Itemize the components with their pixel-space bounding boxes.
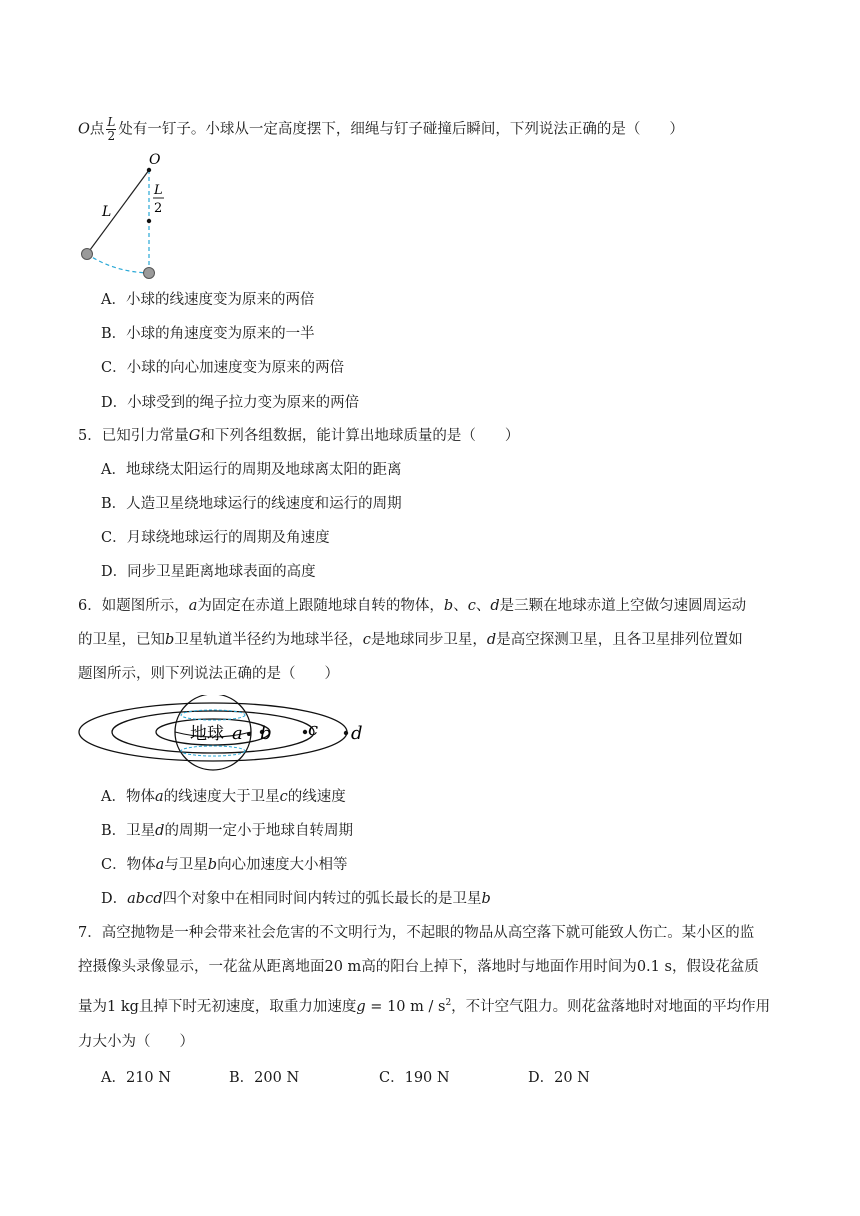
q7-stem-line-2: 控摄像头录像显示，一花盆从距离地面20 m高的阳台上掉下，落地时与地面作用时间为0.1 s，假设花盆质: [78, 959, 759, 975]
object-a-dot: [247, 732, 251, 736]
nail-point: [147, 219, 151, 223]
q4-option-b: B．小球的角速度变为原来的一半: [101, 326, 315, 342]
q5-option-b: B．人造卫星绕地球运行的线速度和运行的周期: [101, 496, 402, 512]
pendulum-figure: [74, 150, 184, 285]
q7-option-b: B．200 N: [229, 1070, 300, 1086]
ball-start: [82, 249, 93, 260]
orbit-figure: [76, 695, 376, 775]
q5-stem: 5．已知引力常量G和下列各组数据，能计算出地球质量的是（ ）: [78, 428, 520, 444]
q7-stem-line-1: 7．高空抛物是一种会带来社会危害的不文明行为，不起眼的物品从高空落下就可能致人伤亡。某小区的监: [78, 925, 755, 941]
satellite-d-dot: [344, 731, 348, 735]
q6-option-a: A．物体a的线速度大于卫星c的线速度: [101, 789, 346, 805]
q6-stem-line-1: 6．如题图所示，a为固定在赤道上跟随地球自转的物体，b、c、d是三颗在地球赤道上空做匀速圆周运动: [78, 598, 747, 614]
fig-label-l: L: [102, 204, 112, 220]
pivot-point: [147, 168, 151, 172]
string-line: [87, 170, 149, 254]
q4-intro: O点 $\frac{L}{2}$ 处有一钉子。小球从一定高度摆下，细绳与钉子碰撞后瞬间，下列说法正确的是（ ）: [78, 115, 684, 143]
latitude-bottom: [181, 746, 245, 756]
q4-option-a: A．小球的线速度变为原来的两倍: [101, 292, 315, 308]
fig-label-o: O: [149, 152, 161, 168]
fig-frac-num: L: [154, 183, 163, 198]
q7-option-a: A．210 N: [101, 1070, 171, 1086]
q5-option-a: A．地球绕太阳运行的周期及地球离太阳的距离: [101, 462, 402, 478]
swing-arc-dashed: [87, 254, 149, 273]
q5-option-d: D．同步卫星距离地球表面的高度: [101, 564, 316, 580]
q6-stem-line-2: 的卫星，已知b卫星轨道半径约为地球半径，c是地球同步卫星，d是高空探测卫星，且各卫星排列位置如: [78, 632, 743, 648]
q4-option-c: C．小球的向心加速度变为原来的两倍: [101, 360, 345, 376]
fig-label-b: b: [260, 723, 272, 744]
fraction-l-over-2: $\frac{L}{2}$: [107, 115, 116, 143]
fig-label-earth: 地球: [190, 724, 224, 744]
fig-label-a: a: [232, 723, 243, 744]
fig-frac-den: 2: [154, 201, 163, 216]
q6-stem-line-3: 题图所示，则下列说法正确的是（ ）: [78, 666, 339, 682]
satellite-c-dot: [303, 730, 307, 734]
q6-option-c: C．物体a与卫星b向心加速度大小相等: [101, 857, 348, 873]
point-o: O: [78, 121, 90, 138]
q5-option-c: C．月球绕地球运行的周期及角速度: [101, 530, 330, 546]
q7-option-c: C．190 N: [379, 1070, 450, 1086]
fig-label-d: d: [351, 723, 363, 744]
fig-label-c: c: [308, 719, 319, 740]
q7-stem-line-3: 量为1 kg且掉下时无初速度，取重力加速度g = 10 m / $s^2$，不计空气阻力。则花盆落地时对地面的平均作用: [78, 998, 771, 1015]
q6-option-b: B．卫星d的周期一定小于地球自转周期: [101, 823, 353, 839]
q7-stem-line-4: 力大小为（ ）: [78, 1034, 194, 1050]
q4-option-d: D．小球受到的绳子拉力变为原来的两倍: [101, 395, 360, 411]
ball-bottom: [144, 268, 155, 279]
q7-option-d: D．20 N: [528, 1070, 590, 1086]
q6-option-d: D．abcd四个对象中在相同时间内转过的弧长最长的是卫星b: [101, 891, 491, 907]
